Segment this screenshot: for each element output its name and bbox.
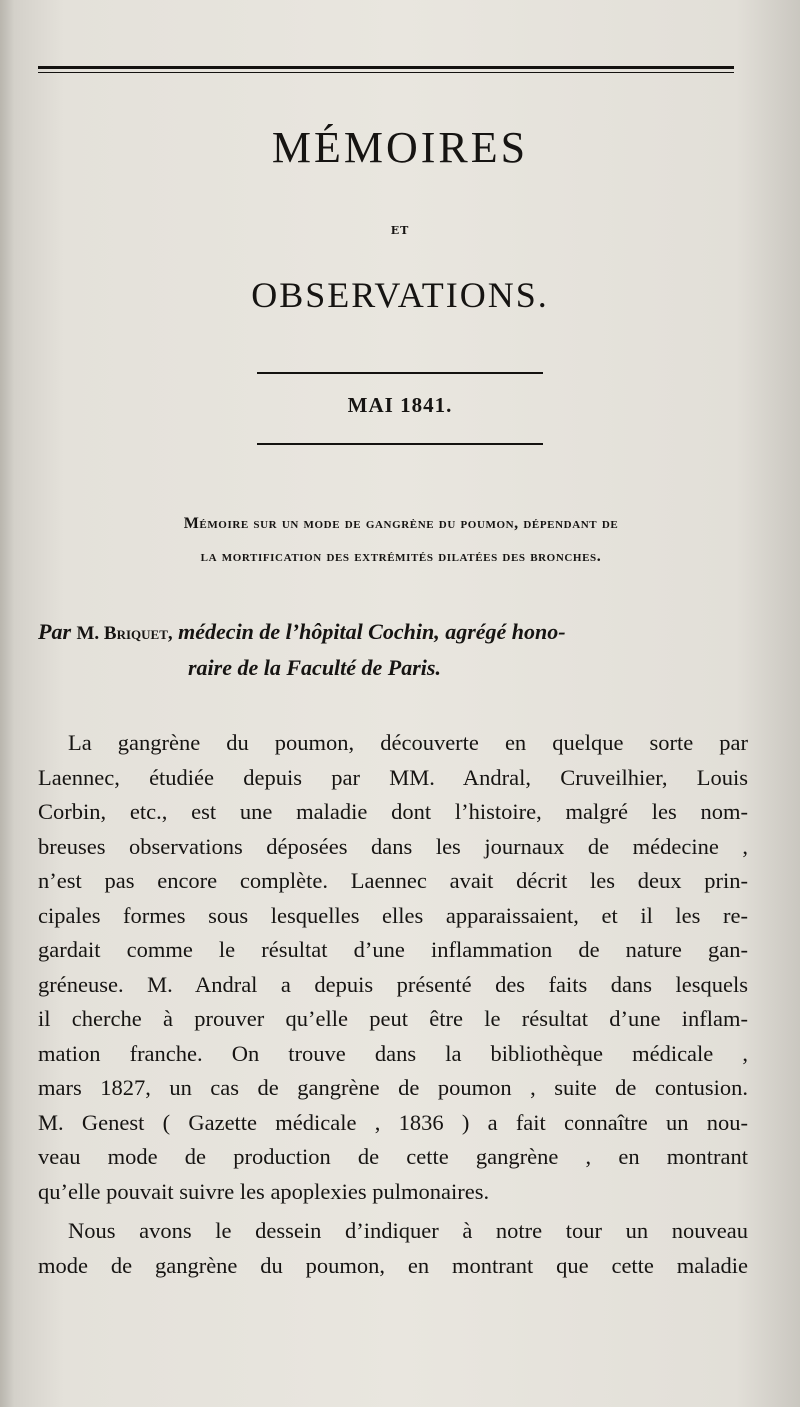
section-subtitle: OBSERVATIONS.	[251, 275, 549, 315]
date-rule-bottom	[257, 443, 543, 445]
text-line: Corbin, etc., est une maladie dont l’histoire, malgré les nom-	[38, 799, 748, 824]
text-line: qu’elle pouvait suivre les apoplexies pulmonaires.	[38, 1178, 490, 1204]
text-line: mode de gangrène du poumon, en montrant que cette maladie	[38, 1252, 748, 1278]
page-spine-shadow	[0, 0, 14, 1407]
paragraph-2	[38, 1214, 748, 1283]
paragraph-1	[38, 726, 748, 1209]
text-line: La gangrène du poumon, découverte en quelque sorte par	[68, 730, 748, 755]
text-line: M. Genest ( Gazette médicale , 1836 ) a fait connaître un nou-	[38, 1109, 748, 1135]
top-rule-thin	[38, 72, 734, 73]
text-line: veau mode de production de cette gangrène , en montrant	[38, 1144, 748, 1169]
top-rule-thick	[38, 66, 734, 69]
text-line: gardait comme le résultat d’une inflammation de nature gan-	[38, 937, 748, 962]
memoir-title-line1: Mémoire sur un mode de gangrène du poumon, dépendant de	[183, 515, 619, 532]
issue-date: MAI 1841.	[347, 393, 453, 417]
text-line: mars 1827, un cas de gangrène de poumon , suite de contusion.	[38, 1075, 748, 1100]
text-line: Nous avons le dessein d’indiquer à notre tour un nouveau	[68, 1218, 748, 1243]
text-line: mation franche. On trouve dans la bibliothèque médicale ,	[38, 1040, 748, 1066]
memoir-title	[36, 507, 766, 573]
text-line: breuses observations déposées dans les journaux de médecine ,	[38, 833, 748, 859]
author-line2: raire de la Faculté de Paris.	[188, 655, 441, 680]
author-name: M. Briquet,	[76, 623, 173, 644]
text-line: gréneuse. M. Andral a depuis présenté des faits dans lesquels	[38, 971, 748, 997]
text-line: cipales formes sous lesquelles elles apparaissaient, et il les re-	[38, 902, 748, 928]
author-byline	[38, 615, 750, 685]
text-line: Laennec, étudiée depuis par MM. Andral, Cruveilhier, Louis	[38, 764, 748, 790]
author-prefix: Par	[38, 619, 71, 644]
text-line: il cherche à prouver qu’elle peut être le résultat d’une inflam-	[38, 1006, 748, 1031]
section-title: MÉMOIRES	[271, 123, 529, 172]
memoir-title-line2: la mortification des extrémités dilatées des bronches.	[200, 548, 602, 565]
text-line: n’est pas encore complète. Laennec avait décrit les deux prin-	[38, 868, 748, 893]
date-rule-top	[257, 372, 543, 374]
author-line1-rest: médecin de l’hôpital Cochin, agrégé hono-	[178, 619, 566, 644]
section-connector: ET	[390, 224, 410, 237]
